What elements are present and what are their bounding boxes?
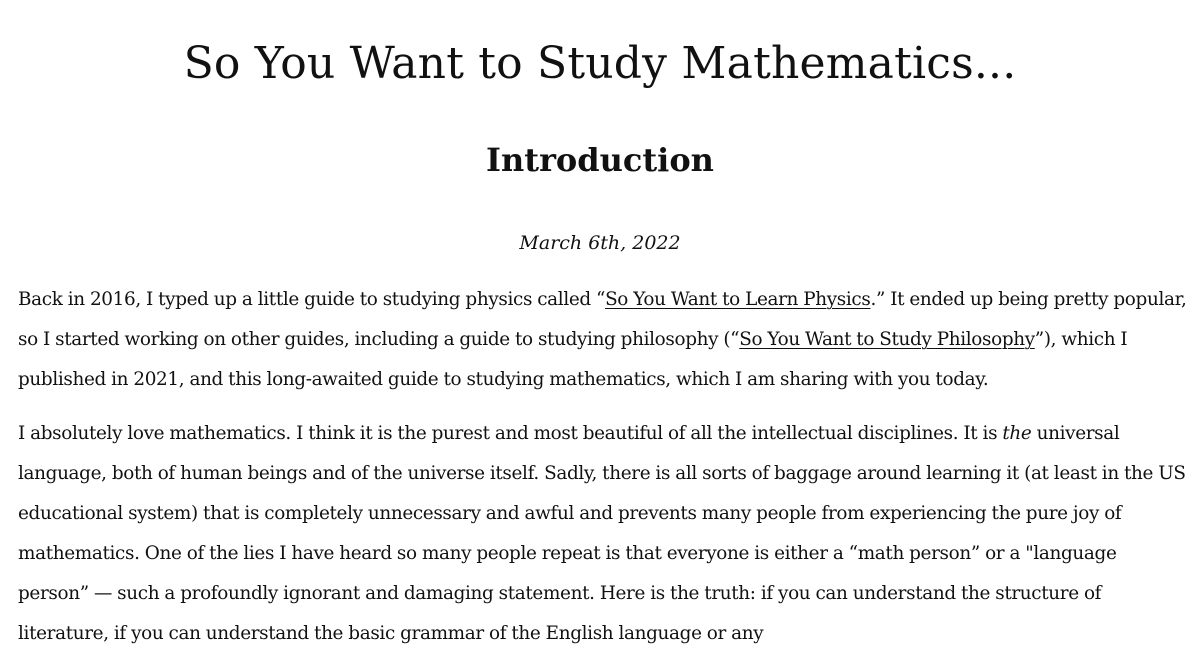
intro-paragraph-2: [18, 414, 1190, 644]
link-study-philosophy[interactable]: So You Want to Study Philosophy: [739, 329, 1035, 350]
emphasis-the: the: [1002, 423, 1032, 444]
page-title: So You Want to Study Mathematics...: [183, 38, 1017, 89]
intro-paragraph-1: [18, 280, 1190, 400]
paragraph-text: Back in 2016, I typed up a little guide to studying physics called “: [18, 289, 606, 310]
post-date: March 6th, 2022: [519, 232, 681, 254]
paragraph-text: ”), which I published in 2021, and this long-awaited guide to studying mathematics, which I am sharing with you today.: [18, 329, 1128, 390]
section-heading: Introduction: [486, 141, 714, 179]
link-learn-physics[interactable]: So You Want to Learn Physics: [605, 289, 871, 310]
paragraph-text: I absolutely love mathematics. I think it is the purest and most beautiful of all the intellectual disciplines. It is: [18, 423, 1003, 444]
paragraph-text: .” It ended up being pretty popular, so I started working on other guides, including a guide to studying philosophy (“: [18, 289, 1187, 350]
paragraph-text: universal language, both of human beings and of the universe itself. Sadly, there is all sorts of baggage around learning it (at least in the US educational system) that is completely unnecessary and awful and prevents many people from experiencing the pure joy of mathematics. One of the lies I have heard so many people repeat is that everyone is either a “math person” or a "language person” — such a profoundly ignorant and damaging statement. Here is the truth: if you can understand the structure of literature, if you can understand the basic grammar of the English language or any: [18, 423, 1186, 644]
